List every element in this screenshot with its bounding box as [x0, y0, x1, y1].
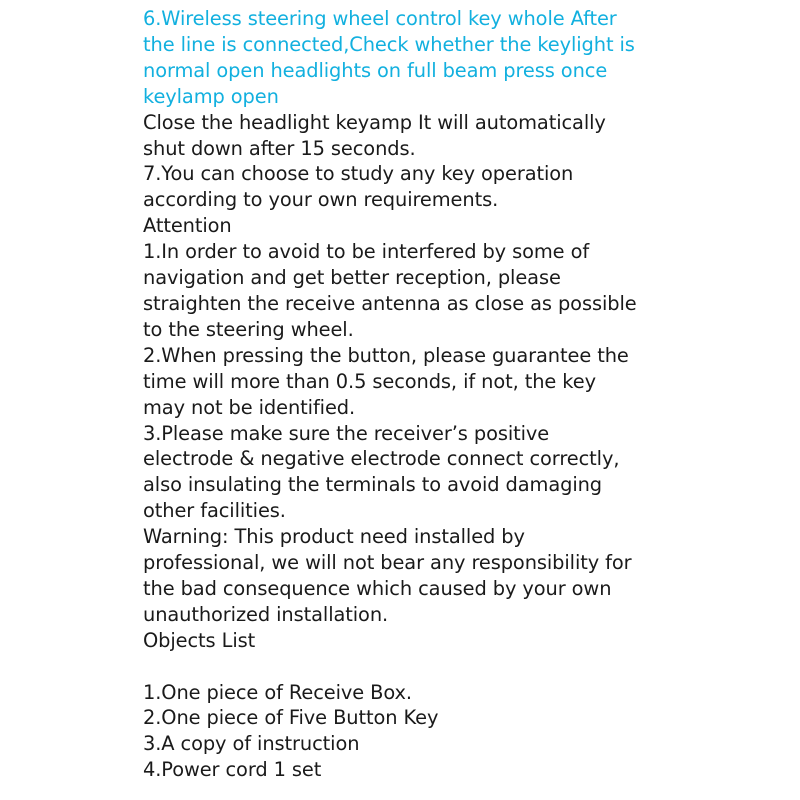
text-line: the bad consequence which caused by your own — [143, 576, 612, 600]
text-line: unauthorized installation. — [143, 602, 389, 626]
text-line: may not be identified. — [143, 395, 356, 419]
list-item: 3.A copy of instruction — [143, 732, 360, 756]
text-line: 1.In order to avoid to be interfered by some of — [143, 240, 590, 264]
text-line: time will more than 0.5 seconds, if not, the key — [143, 369, 596, 393]
list-item: 4.Power cord 1 set — [143, 758, 322, 782]
list-item: 1.One piece of Receive Box. — [143, 680, 412, 704]
text-line: other facilities. — [143, 499, 286, 523]
text-line: electrode & negative electrode connect correctly, — [143, 447, 620, 471]
blank-line — [143, 654, 793, 680]
text-line: shut down after 15 seconds. — [143, 136, 416, 160]
text-line: 3.Please make sure the receiver’s positive — [143, 421, 550, 445]
text-line: normal open headlights on full beam press once — [143, 58, 608, 82]
warning-text: Warning: This product need installed by — [143, 525, 525, 549]
text-line: also insulating the terminals to avoid damaging — [143, 473, 603, 497]
text-line: 7.You can choose to study any key operation — [143, 162, 574, 186]
text-line: navigation and get better reception, please — [143, 266, 561, 290]
objects-list-heading: Objects List — [143, 628, 256, 652]
attention-heading: Attention — [143, 214, 232, 238]
text-line: keylamp open — [143, 84, 279, 108]
text-line: 6.Wireless steering wheel control key whole After — [143, 7, 617, 30]
document-body — [143, 6, 793, 783]
text-line: professional, we will not bear any responsibility for — [143, 551, 632, 575]
text-line: to the steering wheel. — [143, 317, 354, 341]
text-line: straighten the receive antenna as close as possible — [143, 291, 637, 315]
text-line: according to your own requirements. — [143, 188, 499, 212]
text-line: the line is connected,Check whether the keylight is — [143, 32, 635, 56]
text-line: Close the headlight keyamp It will automatically — [143, 110, 606, 134]
text-line: 2.When pressing the button, please guarantee the — [143, 343, 629, 367]
list-item: 2.One piece of Five Button Key — [143, 706, 439, 730]
